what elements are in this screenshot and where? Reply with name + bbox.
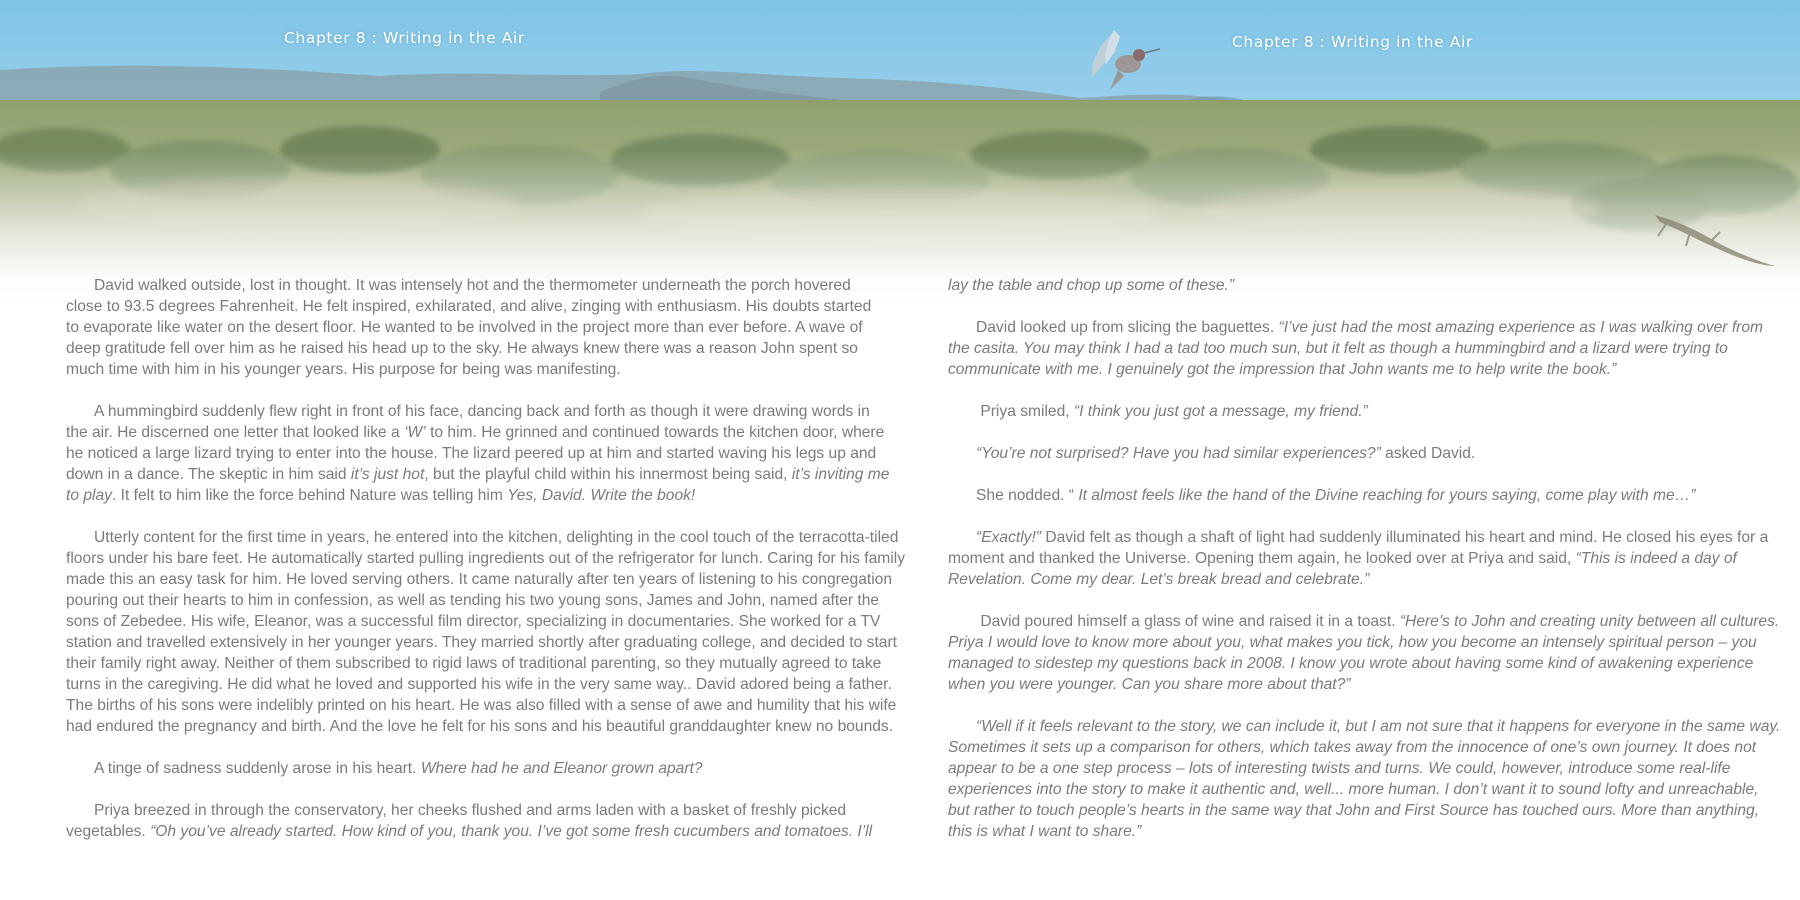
- text-line: [66, 611, 881, 632]
- left-page-text: [66, 275, 906, 842]
- paragraph: [948, 317, 1764, 380]
- body-text: David looked up from slicing the baguettes.: [976, 319, 1279, 336]
- italic-text: the casita. You may think I had a tad too much sun, but it felt as though a hummingbird and a lizard were trying to: [948, 340, 1728, 357]
- text-line: [66, 569, 893, 590]
- italic-text: “Oh you’ve already started. How kind of you, thank you. I’ve got some fresh cucumbers and tomatoes. I’ll: [150, 823, 873, 840]
- body-text: vegetables.: [66, 823, 151, 840]
- italic-text: Sometimes it sets up a comparison for others, which takes away from the innocence of one’s own journey. It does not: [948, 739, 1757, 756]
- body-text: A tinge of sadness suddenly arose in his heart.: [94, 760, 421, 777]
- body-text: made this an easy task for him. He loved serving others. It came naturally after ten years of listening to his congregation: [66, 571, 893, 588]
- text-line: [66, 527, 899, 548]
- text-line: [948, 611, 1780, 632]
- text-line: [948, 401, 1748, 422]
- text-line: [948, 485, 1748, 506]
- italic-text: Priya I would love to know more about you, what makes you tick, how you become an intensely spiritual person – you: [948, 634, 1757, 651]
- body-text: floors under his bare feet. He automatically started pulling ingredients out of the refrigerator for lunch. Caring for his family: [66, 550, 906, 567]
- body-text: Priya smiled,: [976, 403, 1074, 420]
- body-text: the air. He discerned one letter that looked like a: [66, 424, 405, 441]
- text-line: [948, 548, 1748, 569]
- text-line: [948, 275, 1748, 296]
- text-line: [948, 716, 1781, 737]
- paragraph: [66, 275, 872, 380]
- body-text: had endured the pregnancy and birth. And the love he felt for his sons and his beautiful granddaughter knew no bounds.: [66, 718, 894, 735]
- text-line: [948, 653, 1754, 674]
- text-line: [66, 464, 890, 485]
- text-line: [948, 359, 1748, 380]
- body-text: A hummingbird suddenly flew right in front of his face, dancing back and forth as though it were drawing words in: [94, 403, 870, 420]
- text-line: [66, 359, 866, 380]
- desert-landscape-image: [0, 0, 1800, 310]
- paragraph: [948, 401, 1748, 422]
- italic-text: Yes, David. Write the book!: [507, 487, 696, 504]
- paragraph: [948, 275, 1748, 296]
- text-line: [66, 674, 892, 695]
- body-text: station and travelled extensively in her younger years. They married shortly after graduating college, and decided to start: [66, 634, 897, 651]
- text-line: [948, 338, 1748, 359]
- text-line: [66, 275, 866, 296]
- text-line: [66, 296, 872, 317]
- text-line: [66, 401, 870, 422]
- body-text: David poured himself a glass of wine and raised it in a toast.: [976, 613, 1400, 630]
- text-line: [948, 800, 1760, 821]
- text-line: [948, 737, 1757, 758]
- italic-text: “Exactly!”: [976, 529, 1041, 546]
- paragraph: [66, 800, 873, 842]
- paragraph: [66, 527, 906, 737]
- body-text: pouring out their hearts to him in confession, as well as tending his two young sons, James and John, named after the: [66, 592, 880, 609]
- text-line: [66, 338, 866, 359]
- italic-text: Revelation. Come my dear. Let’s break bread and celebrate.”: [948, 571, 1370, 588]
- text-line: [66, 800, 866, 821]
- italic-text: It almost feels like the hand of the Divine reaching for yours saying, come play with me…”: [1078, 487, 1696, 504]
- italic-text: this is what I want to share.”: [948, 823, 1142, 840]
- body-text: Priya breezed in through the conservatory, her cheeks flushed and arms laden with a basket of freshly picked: [94, 802, 847, 819]
- italic-text: “This is indeed a day of: [1575, 550, 1737, 567]
- text-line: [66, 317, 866, 338]
- body-text: to him. He grinned and continued towards the kitchen door, where: [425, 424, 885, 441]
- italic-text: managed to sidestep my questions back in 2008. I know you wrote about having some kind of awakening experience: [948, 655, 1754, 672]
- paragraph: [948, 443, 1748, 464]
- italic-text: appear to be a one step process – lots of interesting twists and turns. We could, however, introduce some real-life: [948, 760, 1731, 777]
- text-line: [948, 758, 1748, 779]
- paragraph: [948, 527, 1769, 590]
- italic-text: it’s inviting me: [791, 466, 890, 483]
- body-text: . It felt to him like the force behind Nature was telling him: [111, 487, 508, 504]
- right-page-text: [948, 275, 1781, 842]
- header-banner: [0, 0, 1800, 310]
- italic-text: when you were younger. Can you share more about that?”: [948, 676, 1351, 693]
- paragraph: [66, 758, 866, 779]
- body-text: he noticed a large lizard trying to enter into the house. The lizard peered up at him and started waving his legs up and: [66, 445, 877, 462]
- body-text: their family right away. Neither of them subscribed to rigid laws of traditional parenting, so they mutually agreed to take: [66, 655, 882, 672]
- italic-text: to play: [66, 487, 112, 504]
- italic-text: “Here’s to John and creating unity between all cultures.: [1399, 613, 1780, 630]
- italic-text: but rather to touch people’s hearts in the same way that John and First Source has touched ours. More than anything,: [948, 802, 1760, 819]
- italic-text: “I think you just got a message, my friend.”: [1073, 403, 1368, 420]
- body-text: asked David.: [1380, 445, 1476, 462]
- italic-text: ‘W’: [404, 424, 426, 441]
- text-line: [66, 758, 866, 779]
- text-line: [66, 695, 897, 716]
- italic-text: communicate with me. I genuinely got the impression that John wants me to help write the book.”: [948, 361, 1617, 378]
- paragraph: [948, 716, 1781, 842]
- paragraph: [948, 611, 1780, 695]
- text-line: [66, 653, 882, 674]
- body-text: down in a dance. The skeptic in him said: [66, 466, 351, 483]
- paragraph: [66, 401, 890, 506]
- text-line: [948, 569, 1748, 590]
- text-line: [66, 485, 866, 506]
- text-line: [66, 422, 885, 443]
- italic-text: lay the table and chop up some of these.”: [948, 277, 1235, 294]
- body-text: David walked outside, lost in thought. It was intensely hot and the thermometer underneath the porch hovered: [94, 277, 851, 294]
- body-text: deep gratitude fell over him as he raised his head up to the sky. He always knew there was a reason John spent so: [66, 340, 858, 357]
- body-text: David felt as though a shaft of light had suddenly illuminated his heart and mind. He closed his eyes for a: [1040, 529, 1769, 546]
- text-line: [66, 716, 894, 737]
- text-line: [66, 821, 873, 842]
- body-text: Utterly content for the first time in years, he entered into the kitchen, delighting in the cool touch of the terracotta-tiled: [94, 529, 899, 546]
- text-line: [948, 317, 1764, 338]
- italic-text: “Well if it feels relevant to the story, we can include it, but I am not sure that it happens for everyone in the same way.: [976, 718, 1781, 735]
- text-line: [948, 779, 1759, 800]
- body-text: She nodded. “: [976, 487, 1079, 504]
- text-line: [948, 632, 1757, 653]
- text-line: [948, 821, 1748, 842]
- text-line: [66, 590, 880, 611]
- text-line: [948, 674, 1748, 695]
- body-text: to evaporate like water on the desert floor. He wanted to be involved in the project more than ever before. A wave of: [66, 319, 863, 336]
- body-text: turns in the caregiving. He did what he loved and supported his wife in the very same way.. David adored being a father.: [66, 676, 892, 693]
- italic-text: “I’ve just had the most amazing experience as I was walking over from: [1278, 319, 1764, 336]
- body-text: close to 93.5 degrees Fahrenheit. He felt inspired, exhilarated, and alive, zinging with enthusiasm. His doubts started: [66, 298, 872, 315]
- text-line: [948, 443, 1748, 464]
- paragraph: [948, 485, 1748, 506]
- body-text: much time with him in his younger years. His purpose for being was manifesting.: [66, 361, 621, 378]
- italic-text: experiences into the story to make it authentic and, well... more human. I don’t want it to sound lofty and unreachable,: [948, 781, 1759, 798]
- text-line: [948, 527, 1769, 548]
- italic-text: it’s just hot: [350, 466, 425, 483]
- chapter-title-right: Chapter 8 : Writing in the Air: [1232, 33, 1473, 51]
- italic-text: “You’re not surprised? Have you had similar experiences?”: [976, 445, 1381, 462]
- text-line: [66, 632, 897, 653]
- chapter-title-left: Chapter 8 : Writing in the Air: [284, 29, 525, 47]
- body-text: moment and thanked the Universe. Opening them again, he looked over at Priya and said,: [948, 550, 1576, 567]
- italic-text: Where had he and Eleanor grown apart?: [420, 760, 703, 777]
- body-text: sons of Zebedee. His wife, Eleanor, was a successful film director, specializing in documentaries. She worked for a TV: [66, 613, 881, 630]
- text-line: [66, 443, 877, 464]
- body-text: The births of his sons were indelibly printed on his heart. He was also filled with a sense of awe and humility that his wife: [66, 697, 897, 714]
- body-text: , but the playful child within his innermost being said,: [424, 466, 792, 483]
- text-line: [66, 548, 906, 569]
